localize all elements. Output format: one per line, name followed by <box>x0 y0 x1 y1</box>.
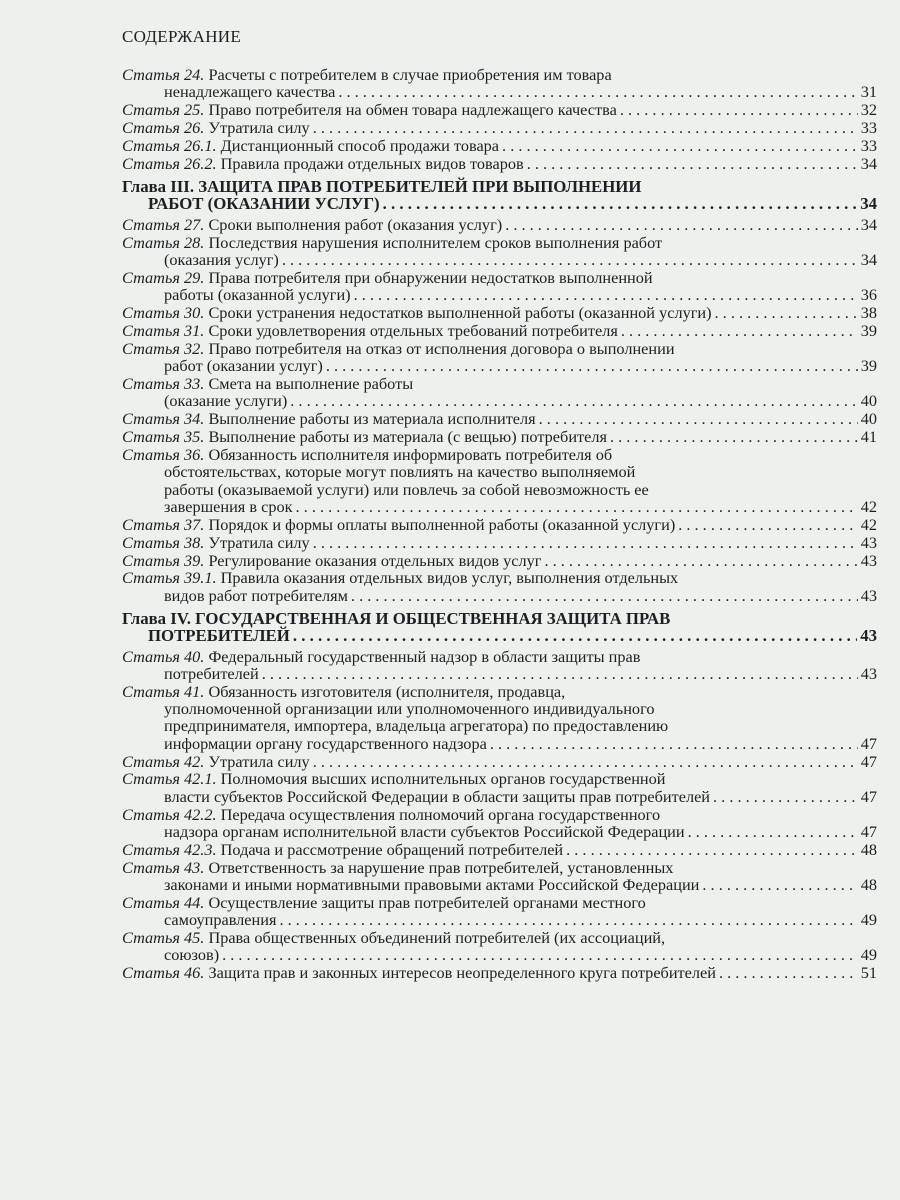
toc-line <box>122 627 877 644</box>
dot-leader <box>222 946 858 963</box>
toc-page-number: 48 <box>860 839 877 859</box>
toc-entry <box>122 552 877 569</box>
dot-leader <box>621 322 858 339</box>
toc-page-number: 31 <box>860 82 877 102</box>
dot-leader <box>678 516 857 533</box>
toc-title: Утратила силу <box>208 532 310 552</box>
toc-line-text <box>164 83 335 100</box>
dot-leader <box>296 498 858 515</box>
toc-title: Утратила силу <box>208 751 310 771</box>
toc-page-number: 32 <box>860 100 877 120</box>
toc-page-number: 49 <box>860 945 877 965</box>
toc-line-text <box>164 462 635 481</box>
toc-line <box>122 876 877 893</box>
toc-entry <box>122 841 877 858</box>
toc-title: Обязанность исполнителя информировать потребителя об <box>208 444 613 464</box>
toc-title: Передача осуществления полномочий органа государственного <box>220 804 661 824</box>
toc-line-text <box>164 735 487 752</box>
dot-leader <box>326 357 858 374</box>
toc-page-number: 33 <box>860 118 877 138</box>
toc-line <box>122 552 877 569</box>
dot-leader <box>544 552 857 569</box>
toc-article-label: Статья 26.2. <box>122 153 217 173</box>
toc-line-text <box>164 876 699 893</box>
toc-line <box>122 481 877 498</box>
dot-leader <box>610 428 858 445</box>
toc-line-text <box>164 788 710 805</box>
toc-line-text <box>164 286 351 303</box>
toc-page-number: 36 <box>860 285 877 305</box>
toc-article-label: Статья 46. <box>122 963 205 983</box>
dot-leader <box>279 911 857 928</box>
dot-leader <box>313 119 858 136</box>
toc-article-label: Статья 44. <box>122 892 205 912</box>
toc-title: Правила продажи отдельных видов товаров <box>220 153 524 173</box>
dot-leader <box>313 753 858 770</box>
toc-title: Подача и рассмотрение обращений потребителей <box>220 839 564 859</box>
toc-title: самоуправления <box>164 910 277 930</box>
toc-line-text <box>122 65 612 84</box>
toc-article-label: Статья 28. <box>122 232 205 252</box>
toc-line-text <box>164 480 649 499</box>
toc-line <box>122 392 877 409</box>
toc-line <box>122 753 877 770</box>
toc-line-text <box>122 322 618 339</box>
toc-line <box>122 375 877 392</box>
toc-line <box>122 946 877 963</box>
toc-page-number: 51 <box>860 963 877 983</box>
toc-title: законами и иными нормативными правовыми актами Российской Федерации <box>164 875 700 895</box>
toc-article-label: Статья 40. <box>122 646 205 666</box>
toc-line-text <box>122 928 665 947</box>
toc-article-label: Статья 38. <box>122 532 205 552</box>
toc-page-number: 47 <box>860 821 877 841</box>
toc-entry <box>122 340 877 375</box>
toc-line-text <box>122 805 660 824</box>
dot-leader <box>282 251 858 268</box>
toc-article-label: Статья 41. <box>122 681 205 701</box>
toc-line <box>122 83 877 100</box>
dot-leader <box>383 195 858 212</box>
toc-title: Осуществление защиты прав потребителей органами местного <box>208 892 646 912</box>
toc-line-text <box>164 699 655 718</box>
toc-title: предпринимателя, импортера, владельца агрегатора) по предоставлению <box>164 716 669 736</box>
toc-line <box>122 788 877 805</box>
toc-entry <box>122 137 877 154</box>
toc-line <box>122 498 877 515</box>
toc-entry <box>122 683 877 752</box>
toc-article-label: Статья 26. <box>122 118 205 138</box>
page-header: СОДЕРЖАНИЕ <box>122 27 242 46</box>
toc-title: Смета на выполнение работы <box>208 373 414 393</box>
toc-title: Федеральный государственный надзор в области защиты прав <box>208 646 641 666</box>
dot-leader <box>502 137 858 154</box>
toc-entry <box>122 234 877 269</box>
toc-title: (оказание услуги) <box>164 391 288 411</box>
toc-page-number: 33 <box>860 135 877 155</box>
dot-leader <box>527 155 858 172</box>
toc-line <box>122 823 877 840</box>
dot-leader <box>354 286 858 303</box>
toc-line-text <box>164 587 348 604</box>
dot-leader <box>566 841 858 858</box>
toc-title: Полномочия высших исполнительных органов государственной <box>220 769 666 789</box>
toc-title: Регулирование оказания отдельных видов услуг <box>208 550 542 570</box>
toc-line-text <box>122 155 524 172</box>
toc-line-text <box>122 268 653 287</box>
toc-line <box>122 569 877 586</box>
toc-title: власти субъектов Российской Федерации в области защиты прав потребителей <box>164 786 711 806</box>
toc-title: Обязанность изготовителя (исполнителя, продавца, <box>208 681 566 701</box>
toc-line <box>122 648 877 665</box>
toc-line <box>122 911 877 928</box>
toc-title: Право потребителя на отказ от исполнения договора о выполнении <box>208 338 675 358</box>
dot-leader <box>719 964 858 981</box>
dot-leader <box>313 534 858 551</box>
toc-entry <box>122 516 877 533</box>
toc-entry <box>122 753 877 770</box>
dot-leader <box>338 83 857 100</box>
toc-title: Утратила силу <box>208 118 310 138</box>
dot-leader <box>539 410 858 427</box>
toc-line <box>122 735 877 752</box>
toc-line <box>122 178 877 195</box>
dot-leader <box>290 392 857 409</box>
toc-line <box>122 516 877 533</box>
toc-entry <box>122 446 877 515</box>
toc-line <box>122 683 877 700</box>
toc-line-text <box>122 893 646 912</box>
toc-page-number: 48 <box>860 875 877 895</box>
toc-title: видов работ потребителям <box>164 585 348 605</box>
toc-line-text <box>164 392 287 409</box>
toc-title: Право потребителя на обмен товара надлежащего качества <box>208 100 617 120</box>
toc-title: ПОТРЕБИТЕЛЕЙ <box>148 626 290 646</box>
toc-entry <box>122 894 877 929</box>
toc-article-label: Статья 37. <box>122 514 205 534</box>
toc-title: Права общественных объединений потребителей (их ассоциаций, <box>208 928 666 948</box>
toc-entry <box>122 216 877 233</box>
toc-line-text <box>122 233 662 252</box>
toc-title: ненадлежащего качества <box>164 82 336 102</box>
dot-leader <box>490 735 858 752</box>
toc-page-number: 39 <box>860 356 877 376</box>
toc-page-number: 41 <box>860 427 877 447</box>
toc-article-label: Статья 30. <box>122 303 205 323</box>
toc-entry <box>122 66 877 101</box>
toc-title: завершения в срок <box>164 496 293 516</box>
toc-entry <box>122 569 877 604</box>
toc-article-label: Статья 32. <box>122 338 205 358</box>
dot-leader <box>715 304 858 321</box>
toc-page-number: 40 <box>860 409 877 429</box>
toc-line-text <box>164 911 276 928</box>
toc-title: работы (оказываемой услуги) или повлечь за собой невозможность ее <box>164 479 649 499</box>
toc-page-number: 38 <box>860 303 877 323</box>
toc-line-text <box>148 627 290 644</box>
toc-entry <box>122 119 877 136</box>
toc-line <box>122 929 877 946</box>
toc-entry <box>122 375 877 410</box>
toc-article-label: Статья 27. <box>122 214 205 234</box>
toc-article-label: Статья 39. <box>122 550 205 570</box>
toc-line-text <box>122 516 675 533</box>
toc-page-number: 47 <box>860 751 877 771</box>
toc-line <box>122 101 877 118</box>
toc-page-number: 42 <box>860 496 877 516</box>
toc-title: Последствия нарушения исполнителем сроков выполнения работ <box>208 232 663 252</box>
toc-line-text <box>122 374 413 393</box>
toc-title: потребителей <box>164 663 259 683</box>
toc-line-text <box>122 964 716 981</box>
toc-page-number: 43 <box>860 550 877 570</box>
toc-article-label: Статья 42.3. <box>122 839 217 859</box>
toc-line <box>122 410 877 427</box>
toc-line <box>122 534 877 551</box>
toc-line <box>122 700 877 717</box>
toc-line-text <box>122 682 565 701</box>
toc-title: Правила оказания отдельных видов услуг, выполнения отдельных <box>220 568 679 588</box>
toc-article-label: Статья 45. <box>122 928 205 948</box>
toc-line-text <box>164 946 219 963</box>
toc-line-text <box>122 769 666 788</box>
toc-line-text <box>122 552 541 569</box>
toc-line <box>122 587 877 604</box>
toc-article-label: Статья 36. <box>122 444 205 464</box>
toc-line-text <box>164 823 685 840</box>
toc-line-text <box>122 119 310 136</box>
toc-article-label: Статья 43. <box>122 857 205 877</box>
toc-line <box>122 463 877 480</box>
toc-line <box>122 446 877 463</box>
toc-line-text <box>164 716 668 735</box>
toc-article-label: Статья 26.1. <box>122 135 217 155</box>
toc-line <box>122 216 877 233</box>
toc-page-number: 34 <box>860 214 877 234</box>
toc-entry <box>122 806 877 841</box>
toc-page-number: 42 <box>860 514 877 534</box>
toc-line-text <box>164 498 293 515</box>
toc-entry <box>122 859 877 894</box>
toc-title: уполномоченной организации или уполномоченного индивидуального <box>164 699 655 719</box>
toc-chapter <box>122 178 877 213</box>
toc-line-text <box>122 137 499 154</box>
toc-line <box>122 770 877 787</box>
toc-line-text <box>122 177 641 196</box>
toc-line-text <box>148 195 380 212</box>
toc-page-number: 49 <box>860 910 877 930</box>
toc-line-text <box>164 357 323 374</box>
dot-leader <box>702 876 857 893</box>
toc-page-number: 43 <box>860 663 877 683</box>
toc-page-number: 43 <box>860 626 877 646</box>
toc-line-text <box>122 304 712 321</box>
toc-title: Расчеты с потребителем в случае приобретения им товара <box>208 65 612 84</box>
toc-article-label: Статья 34. <box>122 409 205 429</box>
toc-entry <box>122 304 877 321</box>
toc-line <box>122 340 877 357</box>
toc-line-text <box>122 753 310 770</box>
toc-title: работы (оказанной услуги) <box>164 285 351 305</box>
toc-line <box>122 841 877 858</box>
toc-page-number: 43 <box>860 585 877 605</box>
toc-entry <box>122 269 877 304</box>
toc-line-text <box>122 445 612 464</box>
toc-line <box>122 195 877 212</box>
toc-title: Права потребителя при обнаружении недостатков выполненной <box>208 267 653 287</box>
toc-line <box>122 234 877 251</box>
toc-line <box>122 155 877 172</box>
toc-title: Выполнение работы из материала исполнителя <box>208 409 536 429</box>
toc-entry <box>122 534 877 551</box>
toc-entry <box>122 101 877 118</box>
toc-line <box>122 66 877 83</box>
toc-entry <box>122 770 877 805</box>
toc-line-text <box>122 101 617 118</box>
toc-entry <box>122 410 877 427</box>
toc-line-text <box>122 568 678 587</box>
toc-entry <box>122 428 877 445</box>
toc-line-text <box>122 609 670 628</box>
toc-article-label: Статья 42.2. <box>122 804 217 824</box>
toc-page-number: 34 <box>860 153 877 173</box>
toc-title: Сроки удовлетворения отдельных требований потребителя <box>208 320 618 340</box>
toc-line-text <box>122 339 675 358</box>
dot-leader <box>351 587 858 604</box>
toc-page-number: 34 <box>860 249 877 269</box>
toc-line-text <box>164 251 279 268</box>
toc-article-label: Статья 42.1. <box>122 769 217 789</box>
toc-line <box>122 806 877 823</box>
toc-line-text <box>122 428 607 445</box>
dot-leader <box>713 788 858 805</box>
dot-leader <box>620 101 858 118</box>
toc-line-text <box>122 534 310 551</box>
toc-line <box>122 357 877 374</box>
toc-title: (оказания услуг) <box>164 249 279 269</box>
toc-line <box>122 137 877 154</box>
dot-leader <box>505 216 858 233</box>
toc-line-text <box>122 647 640 666</box>
toc-title: работ (оказании услуг) <box>164 356 323 376</box>
toc-line-text <box>122 216 502 233</box>
toc-line <box>122 964 877 981</box>
toc-title: Выполнение работы из материала (с вещью) потребителя <box>208 427 607 447</box>
toc-title: союзов) <box>164 945 220 965</box>
toc-title: Защита прав и законных интересов неопределенного круга потребителей <box>208 963 716 983</box>
toc-line <box>122 269 877 286</box>
dot-leader <box>688 823 858 840</box>
toc-title: информации органу государственного надзора <box>164 733 487 753</box>
toc-line-text <box>122 858 673 877</box>
toc-title: обстоятельствах, которые могут повлиять на качество выполняемой <box>164 462 636 482</box>
table-of-contents <box>122 66 877 982</box>
toc-article-label: Статья 33. <box>122 373 205 393</box>
toc-title: Порядок и формы оплаты выполненной работы (оказанной услуги) <box>208 514 676 534</box>
toc-line-text <box>122 841 563 858</box>
dot-leader <box>293 627 857 644</box>
toc-line <box>122 304 877 321</box>
toc-title: Сроки выполнения работ (оказания услуг) <box>208 214 503 234</box>
toc-line <box>122 428 877 445</box>
toc-title: надзора органам исполнительной власти субъектов Российской Федерации <box>164 821 685 841</box>
toc-title: Сроки устранения недостатков выполненной работы (оказанной услуги) <box>208 303 712 323</box>
toc-article-label: Статья 25. <box>122 100 205 120</box>
toc-line <box>122 610 877 627</box>
toc-line-text <box>122 410 536 427</box>
toc-line <box>122 894 877 911</box>
toc-page-number: 43 <box>860 532 877 552</box>
toc-line <box>122 119 877 136</box>
toc-title: Ответственность за нарушение прав потребителей, установленных <box>208 857 674 877</box>
toc-page-number: 47 <box>860 786 877 806</box>
toc-article-label: Статья 42. <box>122 751 205 771</box>
toc-line <box>122 251 877 268</box>
toc-title: РАБОТ (ОКАЗАНИИ УСЛУГ) <box>148 194 380 214</box>
toc-entry <box>122 929 877 964</box>
toc-line <box>122 665 877 682</box>
toc-page-number: 34 <box>860 194 877 214</box>
toc-line <box>122 286 877 303</box>
toc-line <box>122 322 877 339</box>
toc-chapter <box>122 610 877 645</box>
toc-title: Дистанционный способ продажи товара <box>220 135 500 155</box>
toc-article-label: Статья 31. <box>122 320 205 340</box>
toc-page-number: 40 <box>860 391 877 411</box>
toc-page-number: 47 <box>860 733 877 753</box>
toc-entry <box>122 648 877 683</box>
dot-leader <box>262 665 858 682</box>
toc-article-label: Статья 29. <box>122 267 205 287</box>
toc-page-number: 39 <box>860 320 877 340</box>
toc-article-label: Статья 39.1. <box>122 568 217 588</box>
toc-line-text <box>164 665 259 682</box>
toc-entry <box>122 322 877 339</box>
toc-title: Глава IV. ГОСУДАРСТВЕННАЯ И ОБЩЕСТВЕННАЯ ЗАЩИТА ПРАВ <box>122 609 671 628</box>
toc-line <box>122 859 877 876</box>
toc-title: Глава III. ЗАЩИТА ПРАВ ПОТРЕБИТЕЛЕЙ ПРИ ВЫПОЛНЕНИИ <box>122 177 642 197</box>
toc-article-label: Статья 35. <box>122 427 205 447</box>
toc-entry <box>122 155 877 172</box>
toc-article-label: Статья 24. <box>122 65 205 84</box>
toc-entry <box>122 964 877 981</box>
toc-line <box>122 717 877 734</box>
